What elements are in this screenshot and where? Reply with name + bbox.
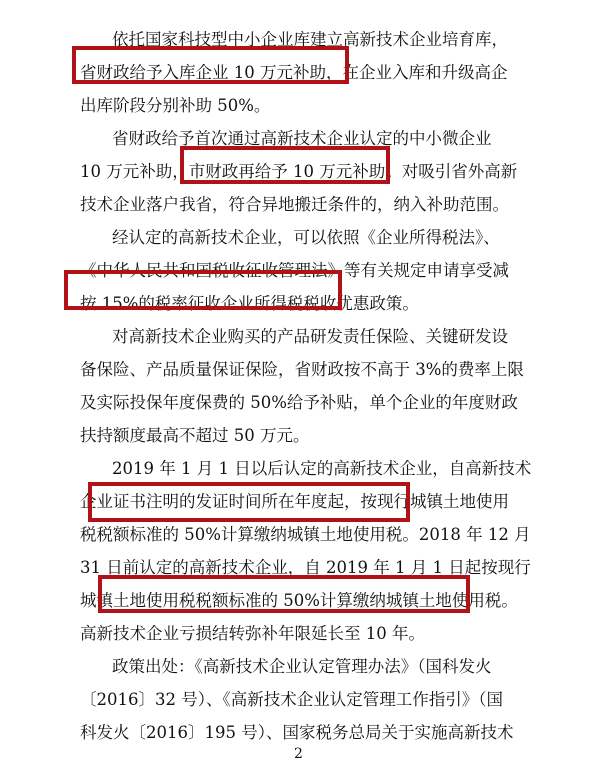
text-line: 政策出处：《高新技术企业认定管理办法》（国科发火 [112,657,492,676]
text-line: 备保险、产品质量保证保险，省财政按不高于 3%的费率上限 [80,360,524,379]
text-line: 高新技术企业亏损结转弥补年限延长至 10 年。 [80,624,425,643]
text-line: 经认定的高新技术企业，可以依照《企业所得税法》、 [112,228,500,247]
text-line: 对高新技术企业购买的产品研发责任保险、关键研发设 [112,327,508,346]
page-number: 2 [294,746,303,762]
text-line: 扶持额度最高不超过 50 万元。 [80,426,310,445]
text-line: 按 15%的税率征收企业所得税税收优惠政策。 [80,294,419,313]
text-line: 技术企业落户我省，符合异地搬迁条件的，纳入补助范围。 [80,195,509,214]
text-line: 出库阶段分别补助 50%。 [80,96,271,115]
text-line: 及实际投保年度保费的 50%给予补贴，单个企业的年度财政 [80,393,518,412]
text-line: 省财政给予首次通过高新技术企业认定的中小微企业 [112,129,492,148]
text-line: 城镇土地使用税税额标准的 50%计算缴纳城镇土地使用税。 [80,591,518,610]
text-line: 企业证书注明的发证时间所在年度起，按现行城镇土地使用 [80,492,509,511]
text-line: 2019 年 1 月 1 日以后认定的高新技术企业，自高新技术 [112,459,532,478]
text-line: 税税额标准的 50%计算缴纳城镇土地使用税。2018 年 12 月 [80,525,531,544]
text-line: 依托国家科技型中小企业库建立高新技术企业培育库， [112,30,508,49]
text-line: 科发火〔2016〕195 号）、国家税务总局关于实施高新技术 [80,723,514,742]
text-line: 〔2016〕32 号）、《高新技术企业认定管理工作指引》（国 [80,690,503,709]
text-line: 省财政给予入库企业 10 万元补助，在企业入库和升级高企 [80,63,508,82]
text-line: 《中华人民共和国税收征收管理法》等有关规定申请享受减 [80,261,509,280]
text-line: 31 日前认定的高新技术企业，自 2019 年 1 月 1 日起按现行 [80,558,531,577]
text-line: 10 万元补助，市财政再给予 10 万元补助。对吸引省外高新 [80,162,518,181]
